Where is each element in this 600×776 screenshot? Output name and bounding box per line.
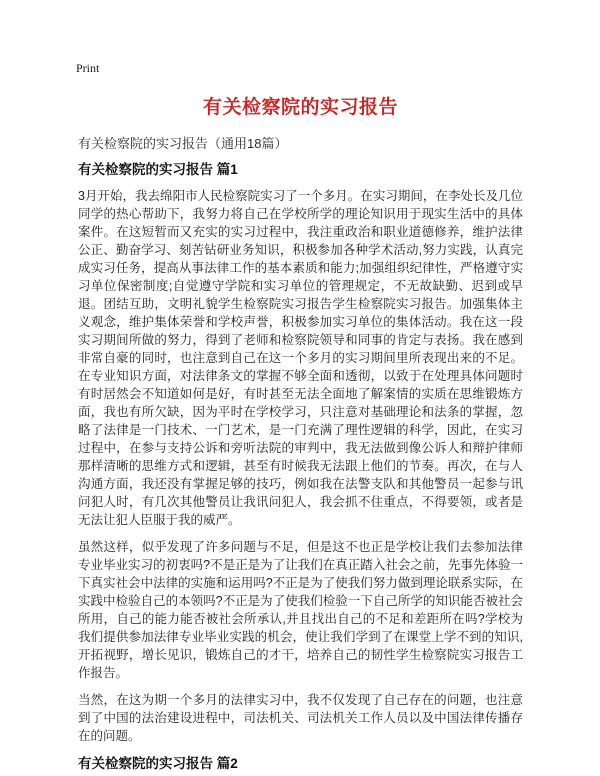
paragraph-reflection: 虽然这样，似乎发现了许多问题与不足，但是这不也正是学校让我们去参加法律专业毕业实习的初衷吗?不是正是为了让我们在真正踏入社会之前，先事先体验一下真实社会中法律的实施和运用吗?不正是为了使我们努力做到理论联系实际，在实践中检验自己的本领吗?不正是为了使我们检验一下自己所学的知识能否被社会所用，自己的能力能否被社会所承认,并且找出自己的不足和差距所在吗?学校为我们提供参加法律专业毕业实践的机会，使让我们学到了在课堂上学不到的知识,开拓视野，增长见识，锻炼自己的才干，培养自己的韧性学生检察院实习报告工作报告。: [78, 540, 523, 680]
page-title: 有关检察院的实习报告: [202, 97, 398, 118]
print-link[interactable]: Print: [76, 61, 100, 75]
article-content: [78, 96, 523, 772]
paragraph-intro-experience: 3月开始，我去绵阳市人民检察院实习了一个多月。在实习期间，在李处长及几位同学的热心帮助下，我努力将自己在学校所学的理论知识用于现实生活中的具体案件。在这短暂而又充实的实习过程中，我注重政治和职业道德修养，维护法律公正、勤奋学习、刻苦钻研业务知识，积极参加各种学术活动,努力实践，认真完成实习任务，提高从事法律工作的基本素质和能力;加强组织纪律性，严格遵守实习单位保密制度;自觉遵守学院和实习单位的管理规定，不无故缺勤、迟到或早退。团结互助，文明礼貌学生检察院实习报告学生检察院实习报告。加强集体主义观念，维护集体荣誉和学校声誉，积极参加实习单位的集体活动。我在这一段实习期间所做的努力，得到了老师和检察院领导和同事的肯定与表扬。我在感到非常自豪的同时，也注意到自己在这一个多月的实习期间里所表现出来的不足。在专业知识方面，对法律条文的掌握不够全面和透彻，以致于在处理具体问题时有时居然会不知道如何是好，有时甚至无法全面地了解案情的实质在思维锻炼方面，我也有所欠缺，因为平时在学校学习，只注意对基础理论和法条的掌握，忽略了法律是一门技术、一门艺术，是一门充满了理性逻辑的科学，因此，在实习过程中，在参与支持公诉和旁听法院的审判中，我无法做到像公诉人和辩护律师那样清晰的思维方式和逻辑，甚至有时候我无法跟上他们的节奏。再次，在与人沟通方面，我还没有掌握足够的技巧，例如我在法警支队和其他警员一起参与讯问犯人时，有几次其他警员让我讯问犯人，我会抓不住重点，不得要领，或者是无法让犯人臣服于我的威严。: [78, 189, 523, 527]
paragraph-conclusion: 当然，在这为期一个多月的法律实习中，我不仅发现了自己存在的问题，也注意到了中国的法治建设进程中，司法机关、司法机关工作人员以及中国法律传播存在的问题。: [78, 693, 523, 743]
page-subtitle: 有关检察院的实习报告（通用18篇）: [78, 136, 288, 151]
section-heading-part1: 有关检察院的实习报告 篇1: [78, 162, 238, 177]
section-heading-part2: 有关检察院的实习报告 篇2: [78, 756, 238, 771]
